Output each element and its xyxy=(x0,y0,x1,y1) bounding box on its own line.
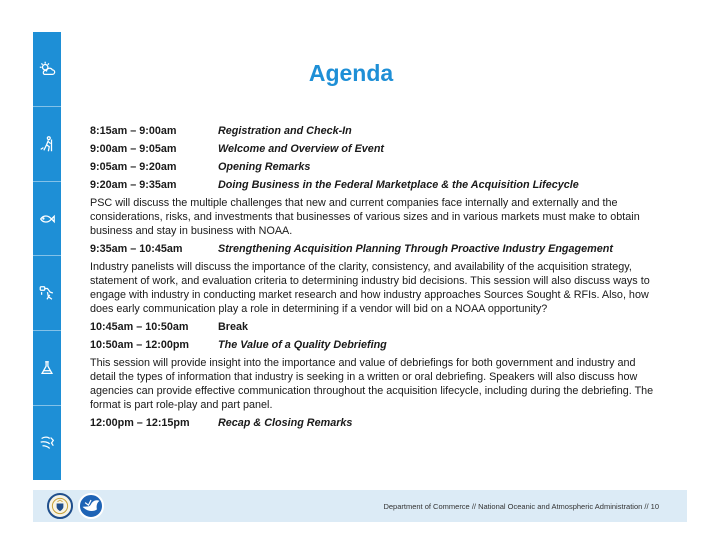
sidebar xyxy=(33,32,61,480)
session-title: Strengthening Acquisition Planning Through Proactive Industry Engagement xyxy=(218,243,613,255)
session-title: Doing Business in the Federal Marketplace & the Acquisition Lifecycle xyxy=(218,179,579,191)
session-description: Industry panelists will discuss the importance of the clarity, consistency, and availability of the acquisition strategy, statement of work, and evaluation criteria to determining industry bid decisions. This session will also discuss ways to engage with industry in conducting market research and how industry approaches Sources Sought & RFIs. Also, how does early communication play a role in determining if a vendor will bid on a NOAA opportunity? xyxy=(90,261,650,315)
session-time: 9:00am – 9:05am xyxy=(90,143,177,155)
fish-icon xyxy=(38,210,56,228)
agenda-item xyxy=(90,160,660,174)
hiker-icon xyxy=(38,135,56,153)
session-time: 8:15am – 9:00am xyxy=(90,125,177,137)
session-time: 9:35am – 10:45am xyxy=(90,243,183,255)
noaa-logo-icon xyxy=(78,493,104,519)
session-time: 9:05am – 9:20am xyxy=(90,161,177,173)
footer-text: Department of Commerce // National Oceanic and Atmospheric Administration // 10 xyxy=(383,502,659,511)
session-time: 10:45am – 10:50am xyxy=(90,321,189,333)
session-time: 10:50am – 12:00pm xyxy=(90,339,190,351)
session-title: Registration and Check-In xyxy=(218,125,352,137)
sidebar-cell xyxy=(33,32,61,107)
footer-bar xyxy=(33,490,687,522)
doc-seal-icon xyxy=(47,493,73,519)
diver-icon xyxy=(38,284,56,302)
session-time: 9:20am – 9:35am xyxy=(90,179,177,191)
agenda-item xyxy=(90,242,660,256)
session-time: 12:00pm – 12:15pm xyxy=(90,417,190,429)
session-title: Recap & Closing Remarks xyxy=(218,417,353,429)
session-title: Opening Remarks xyxy=(218,161,311,173)
sidebar-cell xyxy=(33,406,61,480)
session-description: This session will provide insight into the importance and value of debriefings for both government and industry and detail the types of information that industry is seeking in a written or oral debriefing. Speakers will also discuss how agencies can provide effective communication throughout the acquisition lifecycle, including during the debriefing. The format is part role-play and part panel. xyxy=(90,357,654,411)
session-description: PSC will discuss the multiple challenges that new and current companies face internally and externally and the considerations, risks, and investments that businesses of various sizes and in various markets must make to obtain business and stay in business with NOAA. xyxy=(90,197,640,237)
session-title: Break xyxy=(218,321,249,333)
sidebar-cell xyxy=(33,331,61,406)
session-title: The Value of a Quality Debriefing xyxy=(218,339,387,351)
agenda-item xyxy=(90,178,660,192)
flask-icon xyxy=(38,359,56,377)
agenda-item xyxy=(90,124,660,138)
agenda-item xyxy=(90,142,660,156)
agenda-item xyxy=(90,320,660,334)
page-title: Agenda xyxy=(308,60,394,86)
sidebar-cell xyxy=(33,182,61,257)
agenda-item xyxy=(90,338,660,352)
sun-cloud-icon xyxy=(38,60,56,78)
sidebar-cell xyxy=(33,107,61,182)
agenda-list xyxy=(90,124,660,434)
agenda-item xyxy=(90,416,660,430)
sidebar-cell xyxy=(33,256,61,331)
hurricane-icon xyxy=(38,434,56,452)
session-title: Welcome and Overview of Event xyxy=(218,143,385,155)
